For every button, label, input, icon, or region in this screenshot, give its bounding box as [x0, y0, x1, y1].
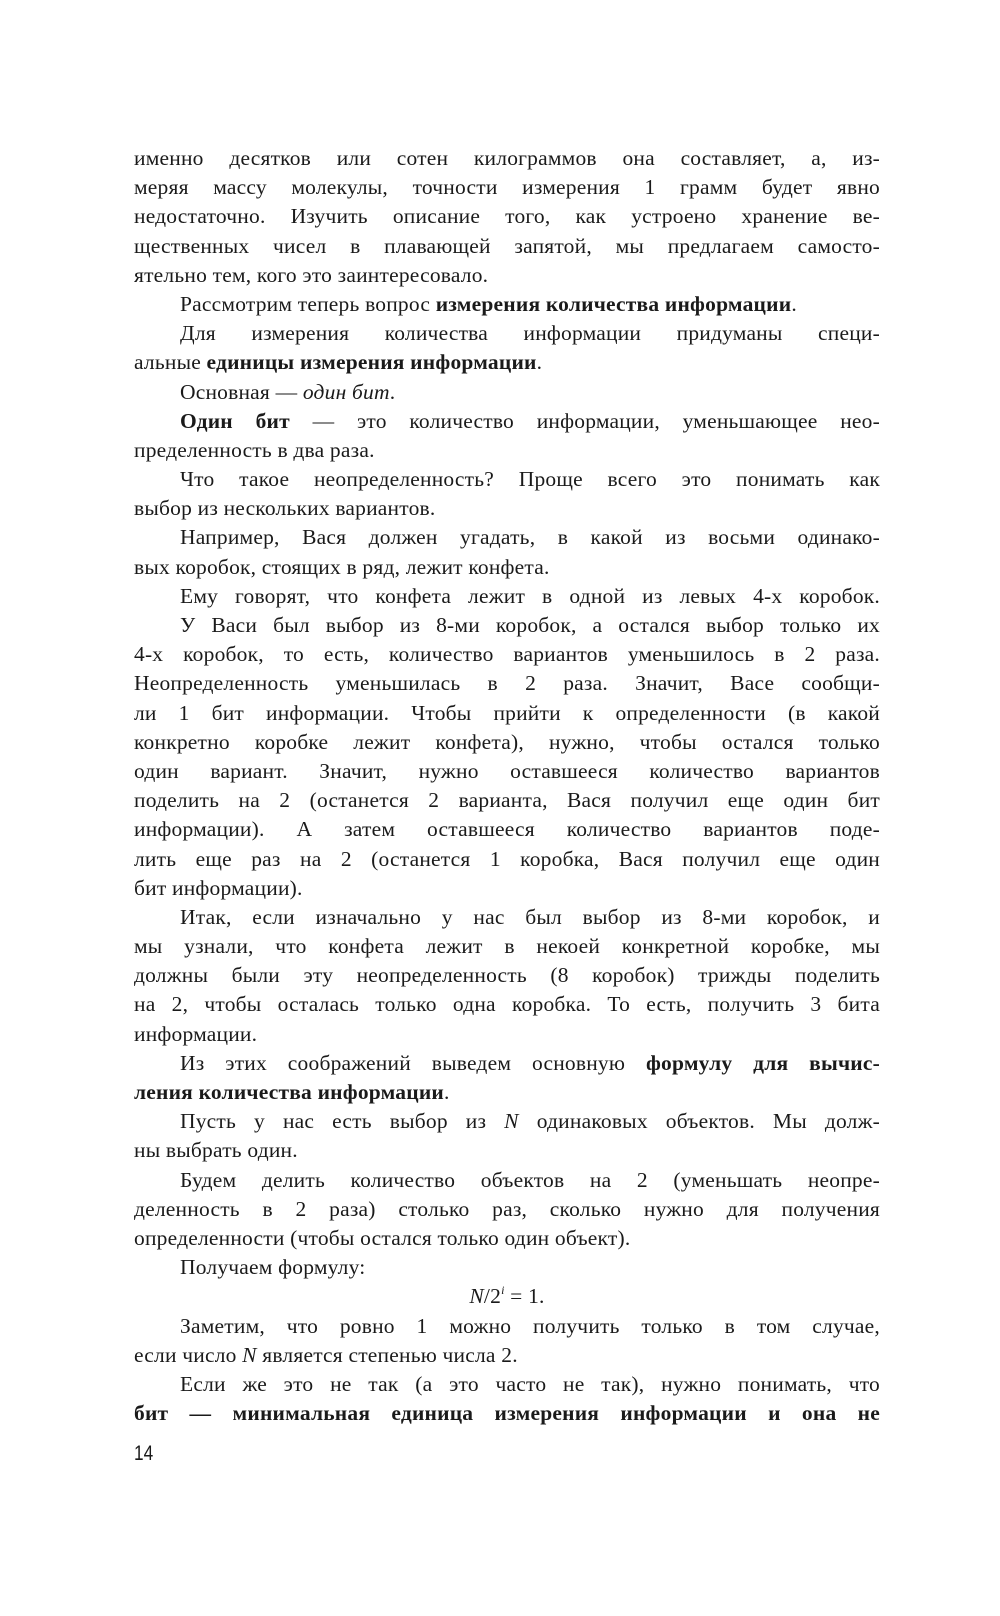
text-line — [134, 786, 880, 815]
text-segment: является степенью числа 2. — [256, 1342, 518, 1367]
text-segment: вых коробок, стоящих в ряд, лежит конфета. — [134, 554, 550, 579]
text-line — [134, 261, 880, 290]
text-segment: Будем делить количество объектов на 2 (уменьшать неопре- — [180, 1167, 880, 1192]
text-segment: лить еще раз на 2 (останется 1 коробка, Вася получил еще один — [134, 846, 880, 871]
formula-base: 2 — [490, 1284, 502, 1309]
text-line — [134, 699, 880, 728]
text-line — [134, 465, 880, 494]
italic-term: один бит — [302, 379, 390, 404]
text-line — [134, 669, 880, 698]
text-segment: Рассмотрим теперь вопрос — [180, 291, 436, 316]
text-segment: поделить на 2 (останется 2 варианта, Вася получил еще один бит — [134, 788, 880, 813]
italic-term: N — [504, 1109, 519, 1134]
text-segment: . — [389, 379, 396, 404]
text-segment: Неопределенность уменьшилась в 2 раза. Значит, Васе сообщи- — [134, 671, 880, 696]
text-line — [134, 903, 880, 932]
text-line — [134, 1195, 880, 1224]
text-segment: должны были эту неопределенность (8 коробок) трижды поделить — [134, 963, 880, 988]
bold-term: Один бит — [180, 408, 290, 433]
text-line — [134, 319, 880, 348]
text-segment: Заметим, что ровно 1 можно получить только в том случае, — [180, 1313, 880, 1338]
text-segment: деленность в 2 раза) столько раз, сколько нужно для получения — [134, 1196, 880, 1221]
text-segment: мы узнали, что конфета лежит в некоей конкретной коробке, мы — [134, 934, 880, 959]
text-line — [134, 757, 880, 786]
formula-line — [134, 1282, 880, 1311]
text-line — [134, 407, 880, 436]
page-number: 14 — [134, 1442, 154, 1465]
text-line — [134, 1341, 880, 1370]
text-segment: если число — [134, 1342, 243, 1367]
text-line — [134, 378, 880, 407]
text-line — [134, 611, 880, 640]
text-segment: — это количество информации, уменьшающее нео- — [289, 408, 880, 433]
text-segment: У Васи был выбор из 8-ми коробок, а остался выбор только их — [180, 613, 880, 637]
text-segment: . — [791, 291, 797, 316]
text-segment: на 2, чтобы осталась только одна коробка. То есть, получить 3 бита — [134, 992, 880, 1017]
text-segment: ны выбрать один. — [134, 1138, 298, 1163]
text-line — [134, 1020, 880, 1049]
text-line — [134, 874, 880, 903]
text-segment: . — [536, 350, 543, 375]
text-segment: именно десятков или сотен килограммов она составляет, а, из- — [134, 146, 880, 170]
text-segment: Основная — — [180, 379, 303, 404]
formula-exponent: i — [501, 1283, 505, 1298]
text-line — [134, 728, 880, 757]
bold-term: бит — минимальная единица измерения информации и она не — [134, 1401, 880, 1426]
text-line — [134, 1049, 880, 1078]
text-line — [134, 932, 880, 961]
formula-slash: / — [483, 1284, 491, 1309]
text-segment: бит информации). — [134, 875, 303, 900]
text-line — [134, 1078, 880, 1107]
text-segment: Пусть у нас есть выбор из — [180, 1109, 505, 1134]
text-line — [134, 1370, 880, 1399]
bold-term: измерения количества информации — [435, 291, 792, 316]
text-segment: недостаточно. Изучить описание того, как устроено хранение ве- — [134, 204, 880, 229]
text-line — [134, 640, 880, 669]
formula-variable-n: N — [469, 1284, 484, 1309]
bold-term: ления количества информации — [134, 1080, 445, 1104]
text-segment: альные — [134, 350, 207, 375]
text-segment: ятельно тем, кого это заинтересовало. — [134, 262, 489, 287]
formula-rhs: = 1. — [504, 1284, 545, 1309]
text-segment: одинаковых объектов. Мы долж- — [518, 1109, 881, 1134]
bold-term: единицы измерения информации — [206, 350, 537, 375]
text-line — [134, 1107, 880, 1136]
text-line — [134, 1312, 880, 1341]
text-segment: ли 1 бит информации. Чтобы прийти к определенности (в какой — [134, 700, 880, 725]
text-segment: определенности (чтобы остался только один объект). — [134, 1225, 631, 1250]
text-line — [134, 494, 880, 523]
text-segment: Получаем формулу: — [180, 1255, 366, 1280]
text-segment: меряя массу молекулы, точности измерения 1 грамм будет явно — [134, 175, 880, 200]
text-segment: выбор из нескольких вариантов. — [134, 496, 436, 521]
text-segment: Например, Вася должен угадать, в какой из восьми одинако- — [180, 525, 880, 550]
text-line — [134, 815, 880, 844]
text-segment: Ему говорят, что конфета лежит в одной из левых 4-х коробок. — [180, 583, 880, 608]
text-line — [134, 1166, 880, 1195]
body-text — [134, 144, 880, 1428]
text-segment: пределенность в два раза. — [134, 437, 375, 462]
text-segment: Что такое неопределенность? Проще всего это понимать как — [180, 467, 880, 492]
text-segment: Для измерения количества информации придуманы специ- — [180, 321, 880, 346]
text-segment: информации. — [134, 1021, 258, 1046]
text-line — [134, 990, 880, 1019]
text-line — [134, 1224, 880, 1253]
text-line — [134, 1253, 880, 1282]
text-line — [134, 436, 880, 465]
text-line — [134, 173, 880, 202]
text-segment: . — [444, 1080, 450, 1104]
italic-term: N — [242, 1342, 257, 1367]
text-segment: 4-х коробок, то есть, количество вариантов уменьшилось в 2 раза. — [134, 642, 880, 667]
text-line — [134, 845, 880, 874]
text-line — [134, 348, 880, 377]
text-line — [134, 582, 880, 611]
bold-term: формулу для вычис- — [645, 1050, 880, 1075]
text-segment: щественных чисел в плавающей запятой, мы предлагаем самосто- — [134, 233, 880, 258]
text-line — [134, 553, 880, 582]
text-line — [134, 144, 880, 173]
text-line — [134, 1399, 880, 1428]
text-line — [134, 232, 880, 261]
text-line — [134, 290, 880, 319]
text-line — [134, 523, 880, 552]
text-segment: Если же это не так (а это часто не так), нужно понимать, что — [180, 1371, 880, 1396]
text-segment: информации). А затем оставшееся количество вариантов поде- — [134, 817, 880, 842]
text-segment: Итак, если изначально у нас был выбор из 8-ми коробок, и — [180, 904, 880, 929]
text-segment: один вариант. Значит, нужно оставшееся количество вариантов — [134, 758, 880, 783]
text-line — [134, 1136, 880, 1165]
text-line — [134, 961, 880, 990]
text-line — [134, 202, 880, 231]
text-segment: конкретно коробке лежит конфета), нужно, чтобы остался только — [134, 729, 880, 754]
text-segment: Из этих соображений выведем основную — [180, 1050, 646, 1075]
